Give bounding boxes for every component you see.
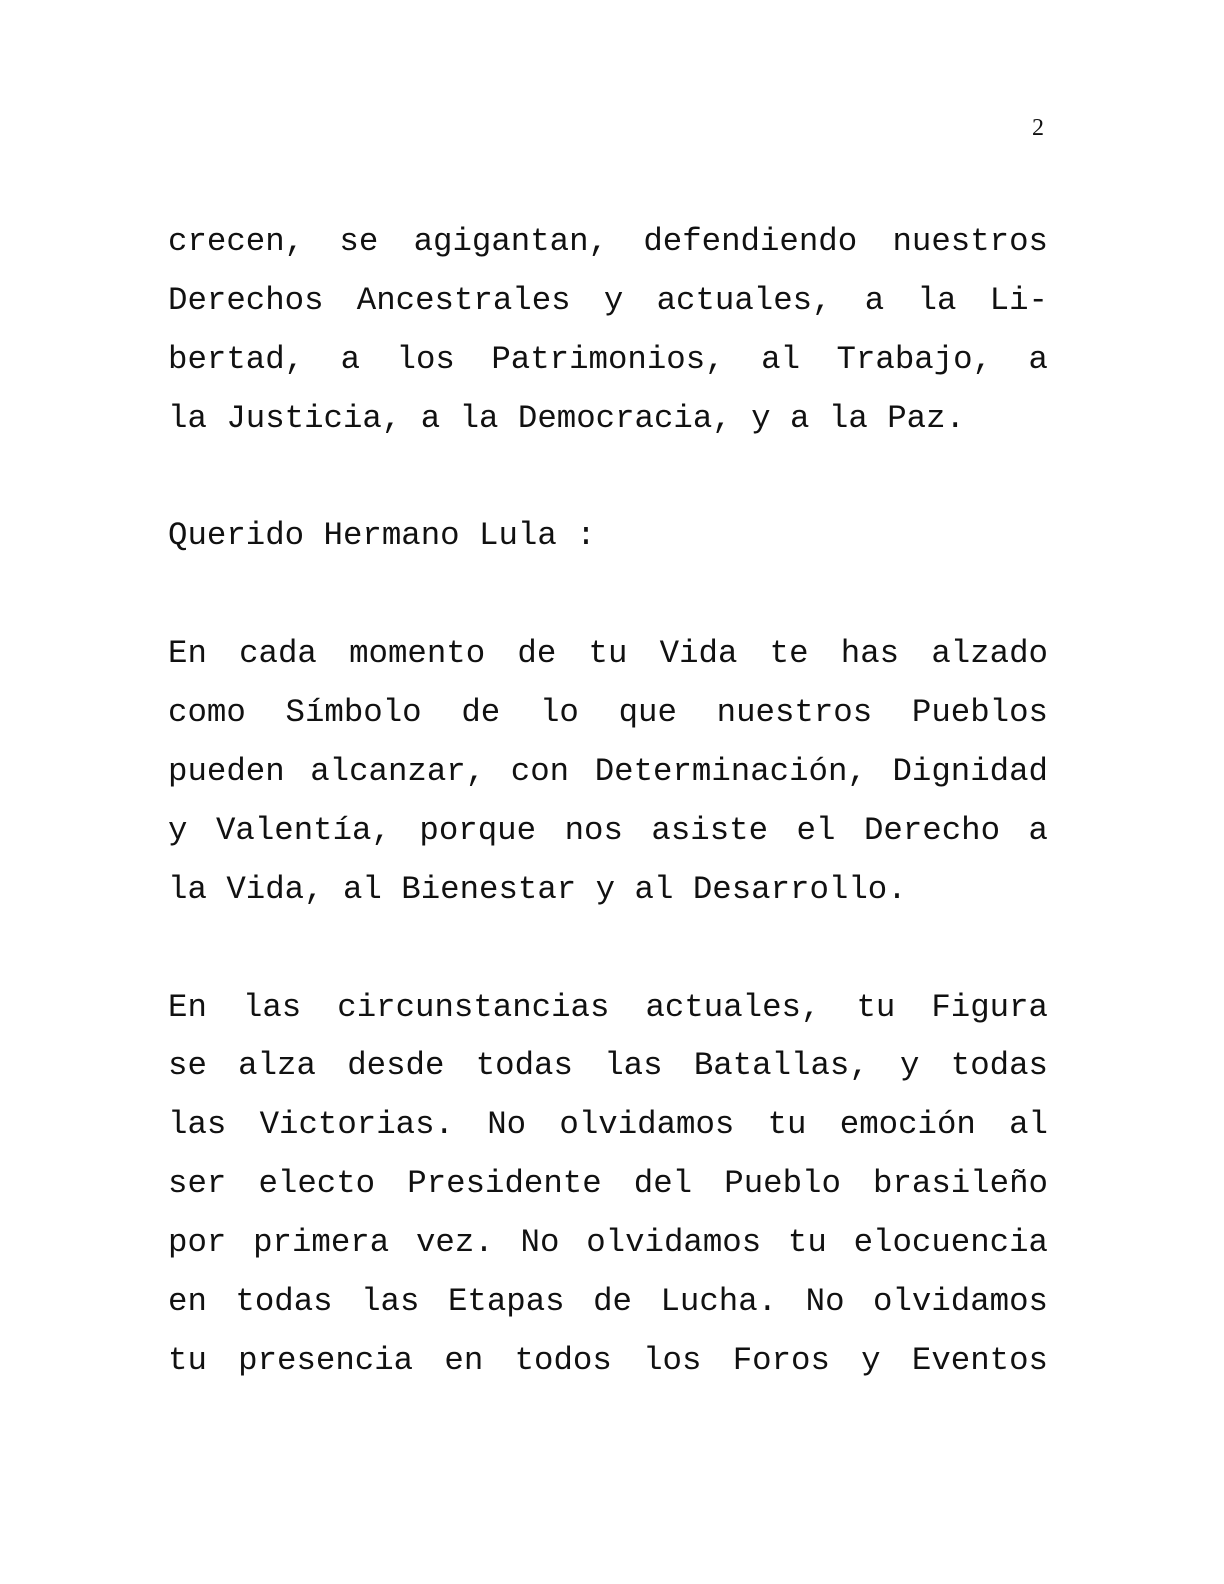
salutation — [168, 507, 1048, 566]
text-line: En cada momento de tu Vida te has alzado — [168, 635, 1048, 673]
paragraph-rights — [168, 213, 1048, 449]
text-line: en todas las Etapas de Lucha. No olvidamos — [168, 1283, 1048, 1321]
paragraph-spacer — [168, 920, 1048, 979]
text-line: las Victorias. No olvidamos tu emoción al — [168, 1106, 1048, 1144]
text-line: Derechos Ancestrales y actuales, a la Li- — [168, 281, 1048, 319]
page-number: 2 — [1032, 115, 1044, 141]
text-line: En las circunstancias actuales, tu Figura — [168, 988, 1048, 1026]
text-line: por primera vez. No olvidamos tu elocuencia — [168, 1224, 1048, 1262]
text-line: la Justicia, a la Democracia, y a la Paz. — [168, 399, 965, 437]
paragraph-spacer — [168, 566, 1048, 625]
letter-body — [168, 213, 1048, 1391]
text-line: ser electo Presidente del Pueblo brasileño — [168, 1165, 1048, 1203]
text-line: como Símbolo de lo que nuestros Pueblos — [168, 694, 1048, 732]
paragraph-spacer — [168, 449, 1048, 508]
paragraph-symbol — [168, 625, 1048, 919]
text-line: crecen, se agigantan, defendiendo nuestros — [168, 223, 1048, 260]
text-line: pueden alcanzar, con Determinación, Dignidad — [168, 753, 1048, 791]
text-line: se alza desde todas las Batallas, y todas — [168, 1047, 1048, 1085]
paragraph-circumstances — [168, 979, 1048, 1391]
salutation-line: Querido Hermano Lula : — [168, 517, 596, 555]
text-line: tu presencia en todos los Foros y Eventos — [168, 1341, 1048, 1379]
text-line: bertad, a los Patrimonios, al Trabajo, a — [168, 340, 1048, 378]
text-line: y Valentía, porque nos asiste el Derecho a — [168, 811, 1048, 849]
text-line: la Vida, al Bienestar y al Desarrollo. — [168, 870, 907, 908]
